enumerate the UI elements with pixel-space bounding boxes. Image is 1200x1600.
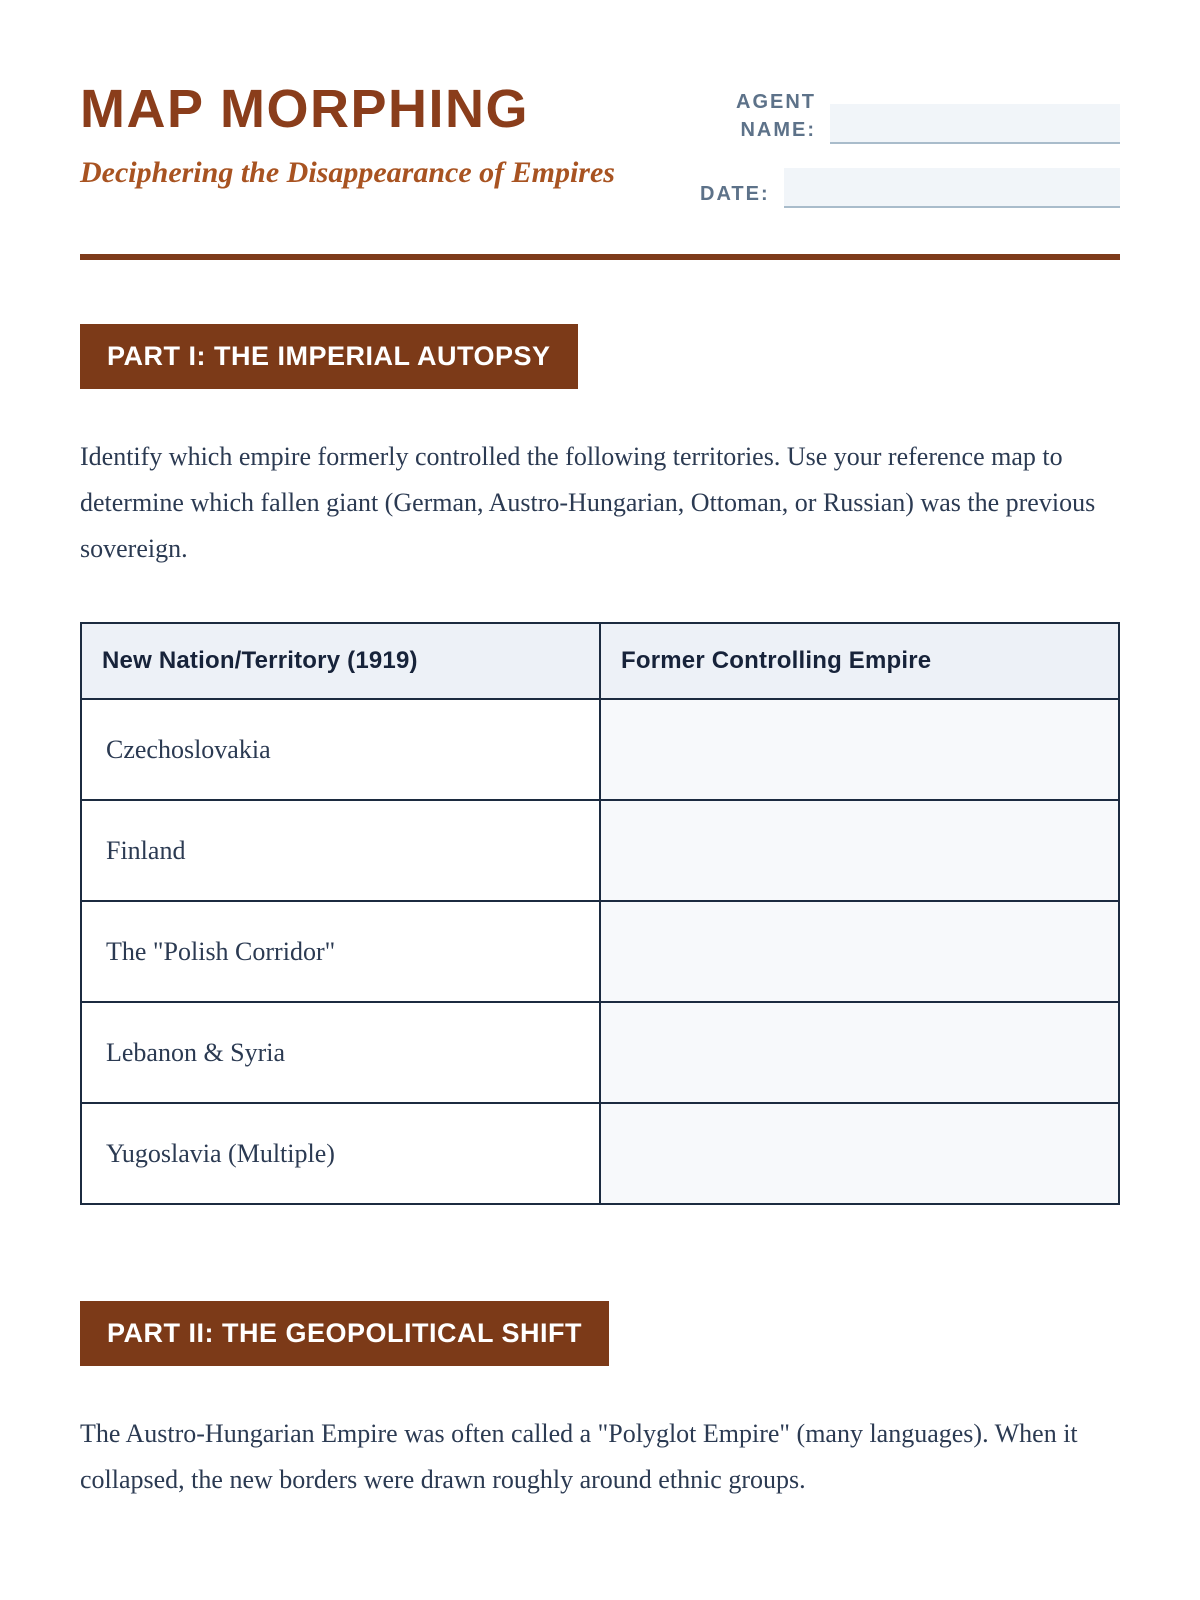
part2-heading: PART II: THE GEOPOLITICAL SHIFT (80, 1301, 609, 1366)
page-subtitle: Deciphering the Disappearance of Empires (80, 156, 615, 189)
part1-section (80, 260, 1120, 1205)
empire-answer-cell[interactable] (600, 800, 1119, 901)
territory-table-row (81, 1002, 1119, 1103)
date-row (700, 168, 1120, 208)
territory-cell: Yugoslavia (Multiple) (81, 1103, 600, 1204)
territory-cell: Finland (81, 800, 600, 901)
territory-cell: The "Polish Corridor" (81, 901, 600, 1002)
empire-answer-cell[interactable] (600, 1103, 1119, 1204)
part2-intro: The Austro-Hungarian Empire was often called a "Polyglot Empire" (many languages). When it collapsed, the new borders were drawn roughly around ethnic groups. (80, 1419, 1078, 1495)
column-header-empire: Former Controlling Empire (600, 623, 1119, 699)
empire-answer-cell[interactable] (600, 901, 1119, 1002)
date-label: DATE: (700, 183, 770, 205)
part1-instructions: Identify which empire formerly controlled the following territories. Use your reference map to determine which fallen giant (German, Austro-Hungarian, Ottoman, or Russian) was the previous sovereign. (80, 442, 1096, 564)
territory-cell: Lebanon & Syria (81, 1002, 600, 1103)
part1-heading: PART I: THE IMPERIAL AUTOPSY (80, 324, 578, 389)
agent-name-row (700, 88, 1120, 144)
territory-table-row (81, 901, 1119, 1002)
territory-table-row (81, 699, 1119, 800)
territory-cell: Czechoslovakia (81, 699, 600, 800)
territory-table-row (81, 1103, 1119, 1204)
territory-table-head (81, 623, 1119, 699)
agent-name-field[interactable] (830, 104, 1120, 144)
student-fields-block (700, 82, 1120, 208)
empire-answer-cell[interactable] (600, 699, 1119, 800)
part2-section (80, 1205, 1120, 1503)
column-header-territory: New Nation/Territory (1919) (81, 623, 600, 699)
empire-answer-cell[interactable] (600, 1002, 1119, 1103)
title-block (80, 79, 700, 196)
worksheet-header (80, 79, 1120, 208)
territory-table-row (81, 800, 1119, 901)
page-title: MAP MORPHING (80, 79, 530, 139)
territory-table-body (81, 699, 1119, 1204)
date-field[interactable] (784, 168, 1120, 208)
territory-table (80, 622, 1120, 1205)
agent-name-label: AGENT NAME: (736, 91, 816, 141)
territory-table-header-row (81, 623, 1119, 699)
